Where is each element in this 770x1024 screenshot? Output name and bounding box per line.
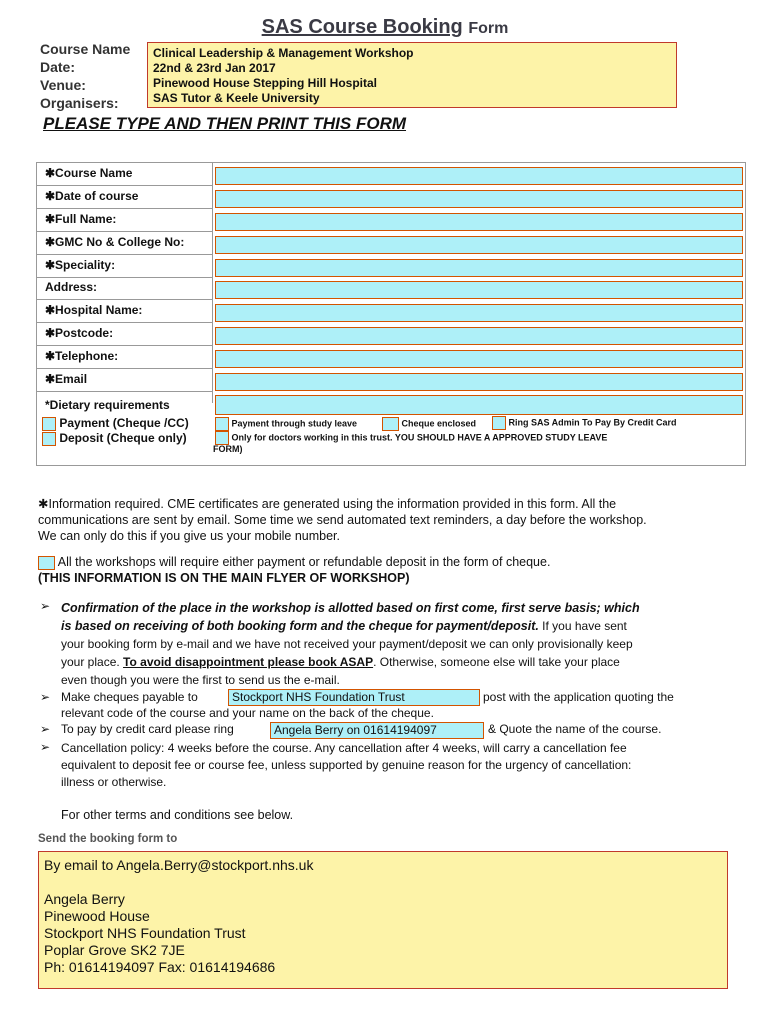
row-label-date: ✱Date of course bbox=[45, 189, 139, 203]
row-divider bbox=[37, 299, 212, 300]
payment-note bbox=[38, 554, 550, 586]
row-label-postcode: ✱Postcode: bbox=[45, 326, 114, 340]
bullet-text: even though you were the first to send us the e-mail. bbox=[61, 673, 340, 687]
agree-checkbox[interactable] bbox=[38, 556, 55, 570]
bullet-text: If you have sent bbox=[538, 619, 627, 633]
send-label: Send the booking form to bbox=[38, 833, 178, 845]
info-line: We can only do this if you give us your mobile number. bbox=[38, 529, 341, 543]
bullet-text: To pay by credit card please ring bbox=[61, 722, 234, 736]
bullet-text: Confirmation of the place in the workshop is allotted based on first come, first serve basis; which bbox=[61, 601, 640, 615]
send-address-line: Poplar Grove SK2 7JE bbox=[44, 942, 185, 958]
payment-note-flyer: (THIS INFORMATION IS ON THE MAIN FLYER OF WORKSHOP) bbox=[38, 571, 410, 585]
bullet-text: post with the application quoting the bbox=[483, 690, 674, 704]
info-line: ✱Information required. CME certificates are generated using the information provided in this form. All the bbox=[38, 497, 617, 511]
postcode-field[interactable] bbox=[215, 327, 743, 345]
hospital-name-field[interactable] bbox=[215, 304, 743, 322]
row-label-speciality: ✱Speciality: bbox=[45, 258, 116, 272]
deposit-checkbox[interactable] bbox=[42, 432, 56, 446]
label-venue: Venue: bbox=[40, 77, 86, 93]
row-divider bbox=[37, 254, 212, 255]
row-label-telephone: ✱Telephone: bbox=[45, 349, 119, 363]
send-address-line: Pinewood House bbox=[44, 908, 150, 924]
bullet-cheques: ➢ Make cheques payable to Stockport NHS Foundation Trust post with the application quoting the relevant code of the course and your name on the back of the cheque. bbox=[40, 690, 674, 720]
telephone-field[interactable] bbox=[215, 350, 743, 368]
bullet-text: . Otherwise, someone else will take your place bbox=[373, 655, 620, 669]
dietary-field[interactable] bbox=[215, 395, 743, 415]
credit-card-checkbox[interactable] bbox=[492, 416, 506, 430]
label-date: Date: bbox=[40, 59, 76, 75]
deposit-label: Deposit (Cheque only) bbox=[59, 431, 187, 445]
bullet-text: illness or otherwise. bbox=[61, 775, 167, 789]
deposit-option bbox=[42, 431, 187, 446]
info-paragraph bbox=[38, 496, 647, 544]
row-divider bbox=[37, 277, 212, 278]
date-of-course-field[interactable] bbox=[215, 190, 743, 208]
doctors-option bbox=[215, 431, 607, 445]
send-address-line: Angela Berry bbox=[44, 891, 125, 907]
title-main: SAS Course Booking bbox=[261, 16, 463, 38]
credit-card-option bbox=[492, 416, 677, 430]
payment-option bbox=[42, 416, 189, 431]
row-label-gmc: ✱GMC No & College No: bbox=[45, 235, 185, 249]
row-label-dietary: *Dietary requirements bbox=[45, 398, 170, 412]
study-leave-checkbox[interactable] bbox=[215, 417, 229, 431]
row-divider bbox=[37, 231, 212, 232]
booking-form-table bbox=[36, 162, 746, 466]
column-divider bbox=[212, 163, 213, 403]
cheque-checkbox[interactable] bbox=[382, 417, 399, 431]
row-label-course-name: ✱Course Name bbox=[45, 166, 133, 180]
title-suffix: Form bbox=[468, 20, 509, 37]
bullet-text-bold: is based on receiving of both booking form and the cheque for payment/deposit. bbox=[61, 619, 539, 633]
bullet-text: & Quote the name of the course. bbox=[488, 722, 662, 736]
cheque-label: Cheque enclosed bbox=[401, 418, 477, 429]
page-title bbox=[0, 16, 770, 39]
speciality-field[interactable] bbox=[215, 259, 743, 277]
send-email: By email to Angela.Berry@stockport.nhs.uk bbox=[44, 857, 314, 873]
send-address-box bbox=[38, 851, 728, 989]
course-name-field[interactable] bbox=[215, 167, 743, 185]
row-label-address: Address: bbox=[45, 280, 98, 294]
row-label-email: ✱Email bbox=[45, 372, 88, 386]
label-organisers: Organisers: bbox=[40, 95, 119, 111]
credit-card-label: Ring SAS Admin To Pay By Credit Card bbox=[508, 417, 677, 428]
send-address-line: Stockport NHS Foundation Trust bbox=[44, 925, 246, 941]
row-divider bbox=[37, 185, 212, 186]
row-divider bbox=[37, 345, 212, 346]
bullet-text: your place. bbox=[61, 655, 124, 669]
bullet-text: relevant code of the course and your name on the back of the cheque. bbox=[61, 706, 434, 720]
doctors-label-cont: FORM) bbox=[213, 444, 243, 454]
payable-to-field[interactable]: Stockport NHS Foundation Trust bbox=[228, 689, 480, 706]
row-label-full-name: ✱Full Name: bbox=[45, 212, 117, 226]
doctors-checkbox[interactable] bbox=[215, 431, 229, 445]
study-leave-label: Payment through study leave bbox=[231, 418, 358, 429]
address-field[interactable] bbox=[215, 281, 743, 299]
info-line: communications are sent by email. Some time we send automated text reminders, a day before the workshop. bbox=[38, 513, 647, 527]
send-phone-fax: Ph: 01614194097 Fax: 01614194686 bbox=[44, 959, 276, 975]
value-date: 22nd & 23rd Jan 2017 bbox=[153, 61, 276, 75]
book-asap-text: To avoid disappointment please book ASAP bbox=[123, 655, 374, 669]
label-course-name: Course Name bbox=[40, 41, 131, 57]
value-organisers: SAS Tutor & Keele University bbox=[153, 91, 320, 105]
cheque-option bbox=[382, 417, 476, 431]
bullet-text: equivalent to deposit fee or course fee, unless supported by genuine reason for the urgency of cancellation: bbox=[61, 758, 632, 772]
payment-note-text: All the workshops will require either payment or refundable deposit in the form of cheque. bbox=[57, 555, 551, 569]
course-info-labels bbox=[40, 40, 130, 112]
value-venue: Pinewood House Stepping Hill Hospital bbox=[153, 76, 378, 90]
bullet-text: Cancellation policy: 4 weeks before the course. Any cancellation after 4 weeks, will carry a cancellation fee bbox=[61, 741, 627, 755]
row-divider bbox=[37, 368, 212, 369]
course-info-box bbox=[147, 42, 677, 108]
value-course-name: Clinical Leadership & Management Workshop bbox=[153, 46, 414, 60]
doctors-label: Only for doctors working in this trust. YOU SHOULD HAVE A APPROVED STUDY LEAVE bbox=[231, 432, 608, 443]
email-field[interactable] bbox=[215, 373, 743, 391]
payment-label: Payment (Cheque /CC) bbox=[59, 416, 189, 430]
terms-note: For other terms and conditions see below. bbox=[61, 808, 294, 822]
bullet-credit-card: ➢ To pay by credit card please ring Angela Berry on 01614194097 & Quote the name of the course. bbox=[40, 722, 662, 737]
gmc-college-field[interactable] bbox=[215, 236, 743, 254]
bullet-text: your booking form by e-mail and we have not received your payment/deposit we can only provisionally keep bbox=[61, 637, 633, 651]
row-divider bbox=[37, 322, 212, 323]
phone-contact-field[interactable]: Angela Berry on 01614194097 bbox=[270, 722, 484, 739]
payment-checkbox[interactable] bbox=[42, 417, 56, 431]
row-label-hospital: ✱Hospital Name: bbox=[45, 303, 143, 317]
row-divider bbox=[37, 391, 212, 392]
bullet-text: Make cheques payable to bbox=[61, 690, 198, 704]
study-leave-option bbox=[215, 417, 357, 431]
row-divider bbox=[37, 208, 212, 209]
full-name-field[interactable] bbox=[215, 213, 743, 231]
print-instruction: PLEASE TYPE AND THEN PRINT THIS FORM bbox=[43, 114, 407, 133]
